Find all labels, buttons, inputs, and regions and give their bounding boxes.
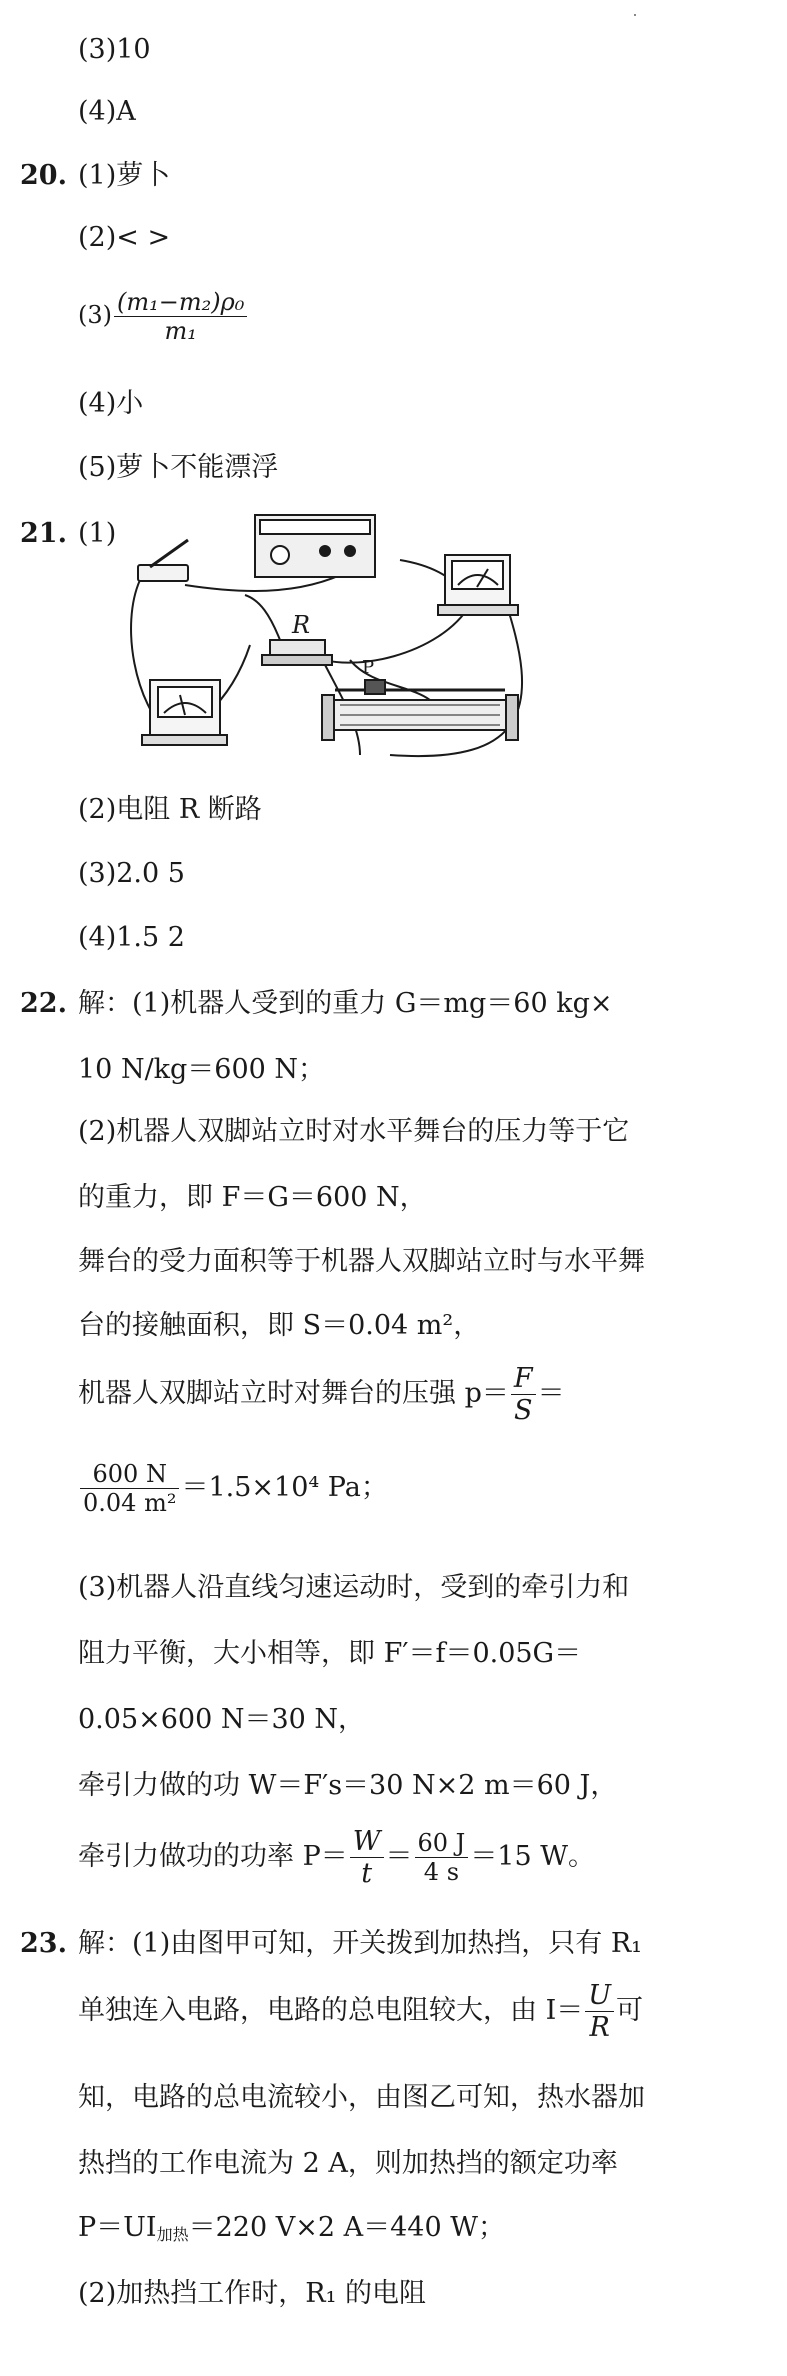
q23-line-f: (2)加热挡工作时，R₁ 的电阻 — [78, 2278, 426, 2309]
q22-line-c: (2)机器人双脚站立时对水平舞台的压力等于它 — [78, 1116, 630, 1147]
q23-line-a: 解：(1)由图甲可知，开关拨到加热挡，只有 R₁ — [78, 1928, 642, 1959]
q22-line-m-eq: ＝ — [385, 1841, 413, 1872]
q21-part-2: (2)电阻 R 断路 — [78, 794, 262, 825]
q22-power-value-numerator: 60 J — [415, 1831, 469, 1858]
q21-part-3: (3)2.0 5 — [78, 858, 185, 889]
question-22-number: 22. — [20, 988, 67, 1019]
q22-value-fraction — [80, 1462, 179, 1515]
q22-line-l: 牵引力做的功 W＝F′s＝30 N×2 m＝60 J， — [78, 1770, 618, 1801]
q22-pressure-fraction — [511, 1365, 536, 1424]
rheostat-icon — [322, 680, 518, 740]
q20-part-4: (4)小 — [78, 388, 144, 419]
q23-line-c: 知，电路的总电流较小，由图乙可知，热水器加 — [78, 2082, 645, 2113]
q22-line-a: 解：(1)机器人受到的重力 G＝mg＝60 kg× — [78, 988, 613, 1019]
q23-heating-subscript: 加热 — [156, 2225, 189, 2244]
q23-line-e — [78, 2214, 505, 2243]
q22-line-f: 台的接触面积，即 S＝0.04 m²， — [78, 1310, 481, 1341]
q22-power-denominator: t — [361, 1858, 373, 1889]
q22-line-m — [78, 1828, 595, 1887]
question-23-number: 23. — [20, 1928, 67, 1959]
q23-line-b — [78, 1982, 643, 2041]
q22-line-e: 舞台的受力面积等于机器人双脚站立时与水平舞 — [78, 1246, 645, 1277]
q22-line-h-end: ＝1.5×10⁴ Pa； — [181, 1472, 388, 1503]
circuit-diagram — [110, 505, 530, 765]
question-21-number: 21. — [20, 518, 67, 549]
q20-part-3-prefix: (3) — [78, 301, 112, 329]
q22-line-h — [78, 1462, 388, 1515]
q22-line-j: 阻力平衡，大小相等，即 F′＝f＝0.05G＝ — [78, 1638, 582, 1669]
slider-p-label: P — [362, 657, 375, 678]
q23-line-e-text: P＝UI — [78, 2212, 157, 2243]
q22-line-g-end: ＝ — [537, 1378, 565, 1409]
q20-part-2: (2)< > — [78, 222, 171, 253]
speck — [634, 14, 636, 16]
q22-value-numerator: 600 N — [80, 1462, 179, 1489]
voltmeter-icon — [438, 555, 518, 615]
ammeter-icon — [142, 680, 227, 745]
power-supply-icon — [255, 515, 375, 577]
q20-fraction — [114, 290, 247, 343]
q22-value-denominator: 0.04 m² — [83, 1489, 177, 1517]
q22-line-b: 10 N/kg＝600 N； — [78, 1054, 326, 1085]
q20-part-1: (1)萝卜 — [78, 160, 171, 191]
q22-pressure-denominator: S — [513, 1395, 533, 1426]
q23-ohm-fraction — [585, 1982, 614, 2041]
q22-line-m-end: ＝15 W。 — [470, 1841, 596, 1872]
q20-fraction-numerator: (m₁−m₂)ρ₀ — [114, 290, 247, 317]
q22-power-value-denominator: 4 s — [423, 1858, 460, 1886]
answer-4-a: (4)A — [78, 96, 136, 127]
q22-line-g — [78, 1365, 565, 1424]
q20-fraction-denominator: m₁ — [164, 317, 197, 345]
q22-line-m-text: 牵引力做功的功率 P＝ — [78, 1841, 348, 1872]
q22-line-i: (3)机器人沿直线匀速运动时，受到的牵引力和 — [78, 1572, 630, 1603]
answer-3-10: (3)10 — [78, 34, 151, 65]
q21-part-4: (4)1.5 2 — [78, 922, 185, 953]
q20-part-5: (5)萝卜不能漂浮 — [78, 452, 279, 483]
q22-pressure-numerator: F — [511, 1365, 536, 1395]
q22-line-k: 0.05×600 N＝30 N， — [78, 1704, 366, 1735]
switch-icon — [138, 540, 188, 581]
q22-power-value-fraction — [415, 1831, 469, 1884]
q23-line-e-end: ＝220 V×2 A＝440 W； — [188, 2212, 505, 2243]
q21-part-1: (1) — [78, 518, 117, 549]
resistor-icon — [262, 640, 332, 665]
q22-power-fraction — [350, 1828, 384, 1887]
q23-ohm-denominator: R — [589, 2012, 610, 2043]
q20-part-3 — [78, 290, 249, 343]
resistor-r-label: R — [292, 611, 311, 639]
question-20-number: 20. — [20, 160, 67, 191]
q23-line-b-text: 单独连入电路，电路的总电阻较大，由 I＝ — [78, 1995, 584, 2026]
q22-line-g-text: 机器人双脚站立时对舞台的压强 p＝ — [78, 1378, 509, 1409]
q23-ohm-numerator: U — [585, 1982, 614, 2012]
q23-line-d: 热挡的工作电流为 2 A，则加热挡的额定功率 — [78, 2148, 618, 2179]
q22-power-numerator: W — [350, 1828, 384, 1858]
q22-line-d: 的重力，即 F＝G＝600 N， — [78, 1182, 427, 1213]
q23-line-b-end: 可 — [616, 1995, 644, 2026]
